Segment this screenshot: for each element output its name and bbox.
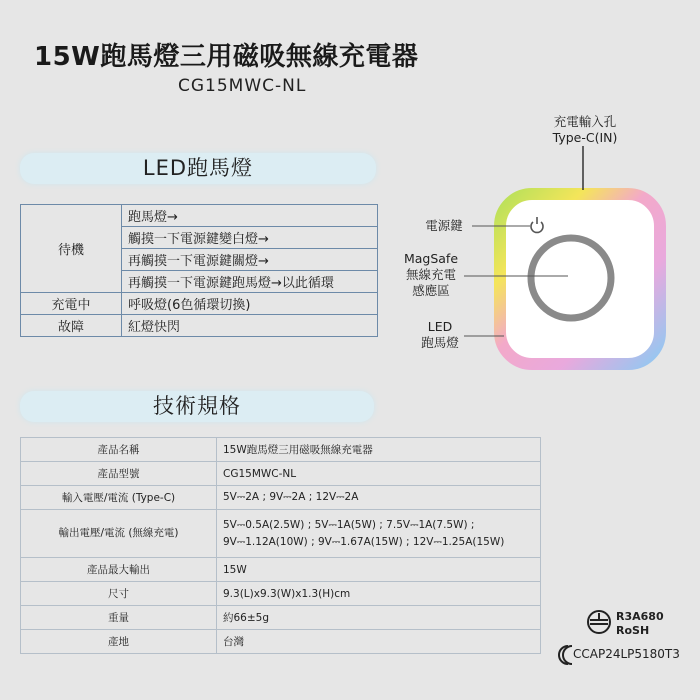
table-row (21, 315, 378, 337)
spec-key: 產品名稱 (21, 438, 217, 462)
mode-label-charging: 充電中 (21, 293, 122, 315)
mode-description: 觸摸一下電源鍵變白燈→ (122, 227, 378, 249)
table-row (21, 486, 541, 510)
magsafe-label-line: 無線充電 (405, 267, 456, 282)
table-row (21, 582, 541, 606)
spec-key: 輸入電壓/電流 (Type-C) (21, 486, 217, 510)
mode-description: 呼吸燈(6色循環切換) (122, 293, 378, 315)
spec-key: 輸出電壓/電流 (無線充電) (21, 510, 217, 558)
bsmi-code: R3A680 (616, 610, 664, 623)
mode-description: 跑馬燈→ (122, 205, 378, 227)
spec-key: 尺寸 (21, 582, 217, 606)
spec-value: CG15MWC-NL (217, 462, 541, 486)
spec-key: 產品最大輸出 (21, 558, 217, 582)
spec-value (217, 510, 541, 558)
spec-value: 15W (217, 558, 541, 582)
table-row (21, 558, 541, 582)
spec-section-heading: 技術規格 (20, 391, 374, 422)
spec-value-line: 5V⎓0.5A(2.5W) ; 5V⎓1A(5W) ; 7.5V⎓1A(7.5W) ; (223, 518, 475, 531)
bsmi-icon (585, 608, 613, 636)
led-label-line: 跑馬燈 (421, 335, 459, 350)
led-section-heading: LED跑馬燈 (20, 153, 376, 184)
magsafe-label (396, 251, 466, 299)
mode-description: 紅燈快閃 (122, 315, 378, 337)
mode-label-standby: 待機 (21, 205, 122, 293)
input-port-label (535, 114, 635, 146)
spec-value: 9.3(L)x9.3(W)x1.3(H)cm (217, 582, 541, 606)
table-row (21, 606, 541, 630)
led-label (410, 319, 470, 351)
mode-description: 再觸摸一下電源鍵跑馬燈→以此循環 (122, 271, 378, 293)
mode-label-fault: 故障 (21, 315, 122, 337)
table-row (21, 462, 541, 486)
input-port-label-line: Type-C(IN) (552, 130, 618, 145)
magsafe-label-line: MagSafe (403, 251, 459, 266)
spec-value: 15W跑馬燈三用磁吸無線充電器 (217, 438, 541, 462)
led-label-line: LED (427, 319, 453, 334)
mode-description: 再觸摸一下電源鍵關燈→ (122, 249, 378, 271)
charger-body (500, 194, 660, 364)
table-row (21, 438, 541, 462)
spec-key: 重量 (21, 606, 217, 630)
ncc-icon (552, 643, 574, 667)
rohs-label: RoSH (616, 624, 650, 637)
table-row (21, 205, 378, 227)
spec-value-line: 9V⎓1.12A(10W) ; 9V⎓1.67A(15W) ; 12V⎓1.25A(15W) (223, 535, 505, 548)
spec-value: 約66±5g (217, 606, 541, 630)
led-mode-table (20, 204, 378, 337)
spec-value: 台灣 (217, 630, 541, 654)
spec-table (20, 437, 541, 654)
magsafe-label-line: 感應區 (412, 283, 450, 298)
spec-value: 5V⎓2A ; 9V⎓2A ; 12V⎓2A (217, 486, 541, 510)
product-model: CG15MWC-NL (178, 76, 307, 96)
spec-key: 產地 (21, 630, 217, 654)
ncc-code: CCAP24LP5180T3 (573, 647, 680, 661)
product-title: 15W跑馬燈三用磁吸無線充電器 (34, 42, 419, 72)
table-row (21, 510, 541, 558)
power-button-label: 電源鍵 (425, 218, 463, 233)
spec-key: 產品型號 (21, 462, 217, 486)
table-row (21, 630, 541, 654)
input-port-label-line: 充電輸入孔 (553, 114, 617, 129)
table-row (21, 293, 378, 315)
